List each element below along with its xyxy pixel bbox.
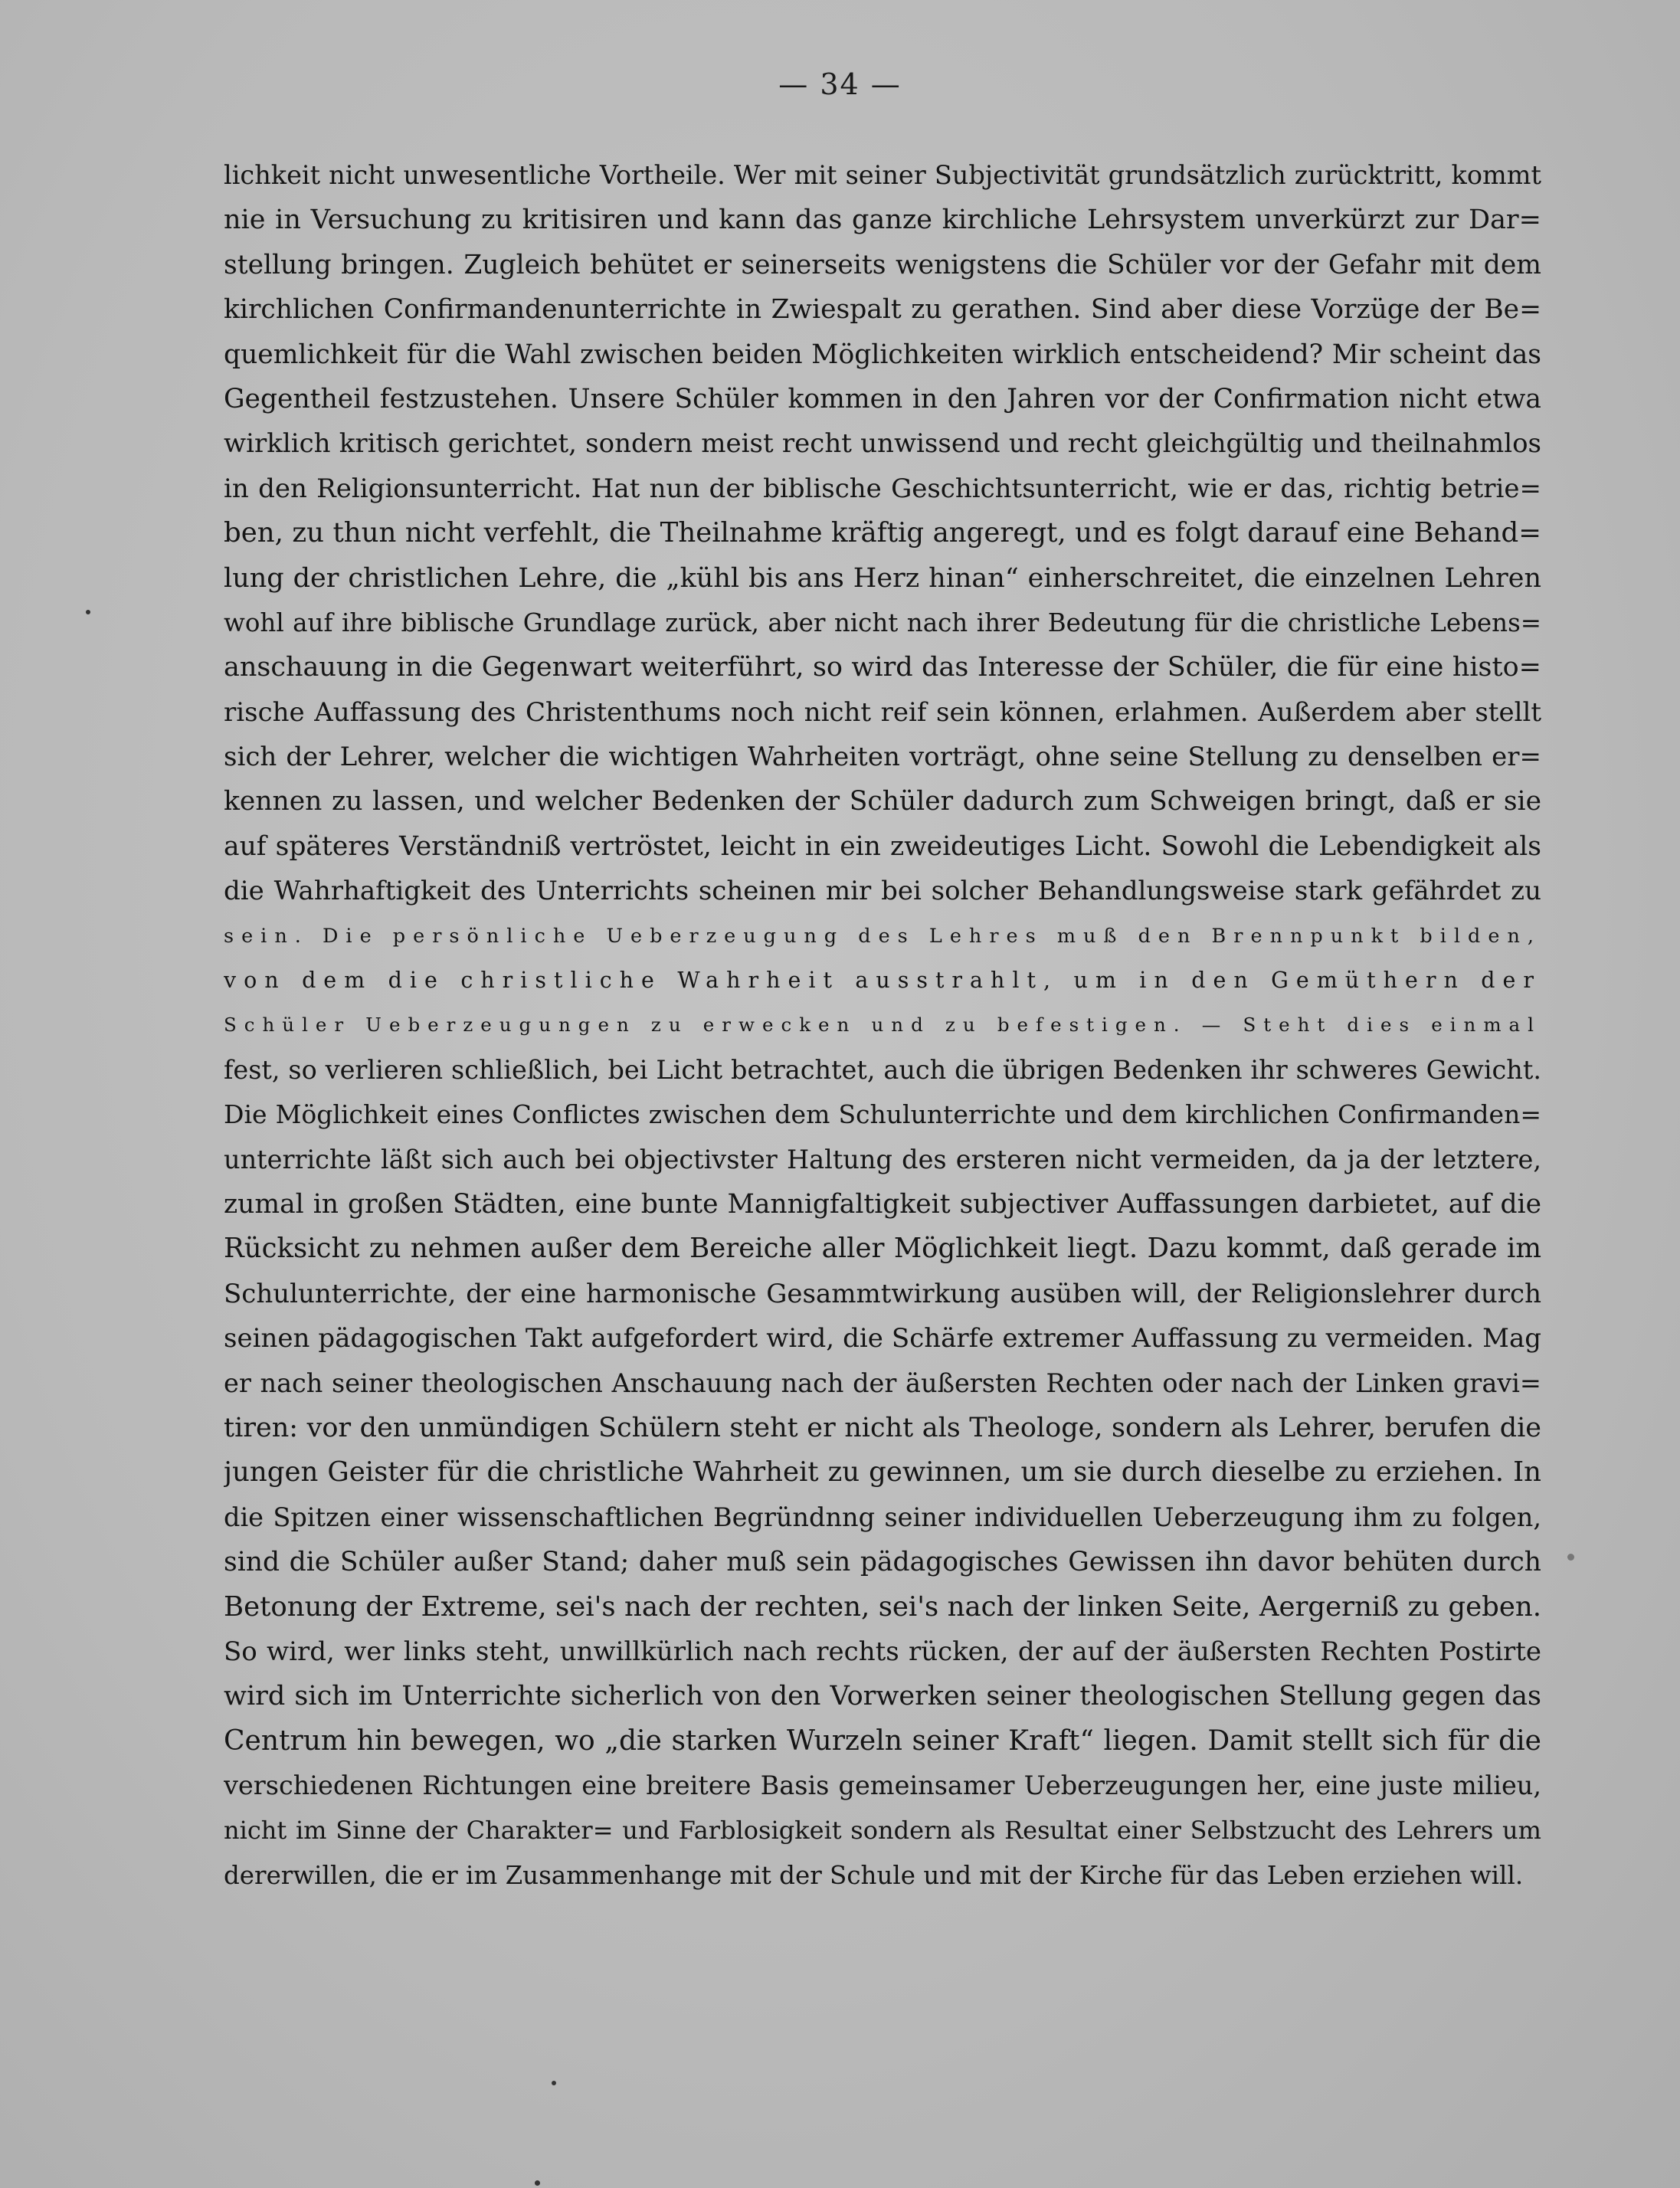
text-line: anschauung in die Gegenwart weiterführt, so wird das Interesse der Schüler, die für eine histo= [224, 652, 1541, 683]
scan-speck [86, 610, 90, 614]
body-text [224, 153, 1541, 1898]
text-line: Rücksicht zu nehmen außer dem Bereiche aller Möglichkeit liegt. Dazu kommt, daß gerade im [224, 1233, 1541, 1265]
text-line: jungen Geister für die christliche Wahrheit zu gewinnen, um sie durch dieselbe zu erziehen. In [224, 1456, 1541, 1489]
scan-speck [535, 2180, 540, 2186]
text-line: Centrum hin bewegen, wo „die starken Wurzeln seiner Kraft“ liegen. Damit stellt sich für die [224, 1725, 1541, 1757]
text-line: wirklich kritisch gerichtet, sondern meist recht unwissend und recht gleichgültig und theilnahmlos [224, 428, 1541, 460]
text-line: Die Möglichkeit eines Conflictes zwischen dem Schulunterrichte und dem kirchlichen Confirmanden= [224, 1099, 1541, 1130]
text-line: die Wahrhaftigkeit des Unterrichts scheinen mir bei solcher Behandlungsweise stark gefährdet zu [224, 876, 1541, 907]
text-line-last: dererwillen, die er im Zusammenhange mit der Schule und mit der Kirche für das Leben erziehen will. [224, 1860, 1524, 1890]
page-number: — 34 — [778, 67, 902, 101]
text-line: die Spitzen einer wissenschaftlichen Begründnng seiner individuellen Ueberzeugung ihm zu folgen, [224, 1502, 1541, 1532]
text-line: wird sich im Unterrichte sicherlich von den Vorwerken seiner theologischen Stellung gegen das [224, 1681, 1541, 1712]
text-line: quemlichkeit für die Wahl zwischen beiden Möglichkeiten wirklich entscheidend? Mir scheint das [224, 339, 1541, 370]
text-line: sich der Lehrer, welcher die wichtigen Wahrheiten vorträgt, ohne seine Stellung zu denselben er= [224, 742, 1541, 773]
text-line: wohl auf ihre biblische Grundlage zurück, aber nicht nach ihrer Bedeutung für die christliche Lebens= [224, 608, 1541, 637]
text-line: sind die Schüler außer Stand; daher muß sein pädagogisches Gewissen ihn davor behüten durch [224, 1547, 1541, 1578]
text-line: So wird, wer links steht, unwillkürlich nach rechts rücken, der auf der äußersten Rechten Postirte [224, 1636, 1541, 1667]
text-line: stellung bringen. Zugleich behütet er seinerseits wenigstens die Schüler vor der Gefahr mit dem [224, 249, 1541, 280]
text-line: Betonung der Extreme, sei's nach der rechten, sei's nach der linken Seite, Aergerniß zu geben. [224, 1590, 1541, 1623]
scan-speck [552, 2081, 556, 2085]
text-line: in den Religionsunterricht. Hat nun der biblische Geschichtsunterricht, wie er das, richtig betrie= [224, 473, 1541, 504]
text-line: fest, so verlieren schließlich, bei Licht betrachtet, auch die übrigen Bedenken ihr schweres Gewicht. [224, 1054, 1541, 1085]
text-line: nie in Versuchung zu kritisiren und kann das ganze kirchliche Lehrsystem unverkürzt zur Dar= [224, 205, 1541, 236]
text-line-emphasized: von dem die christliche Wahrheit ausstrahlt, um in den Gemüthern der [224, 968, 1541, 994]
text-line: Schulunterrichte, der eine harmonische Gesammtwirkung ausüben will, der Religionslehrer durch [224, 1278, 1541, 1309]
text-line: kennen zu lassen, und welcher Bedenken der Schüler dadurch zum Schweigen bringt, daß er sie [224, 786, 1541, 817]
text-line: er nach seiner theologischen Anschauung nach der äußersten Rechten oder nach der Linken gravi= [224, 1368, 1541, 1398]
text-line: nicht im Sinne der Charakter= und Farblosigkeit sondern als Resultat einer Selbstzucht des Lehrers um [224, 1816, 1541, 1846]
text-line: seinen pädagogischen Takt aufgefordert wird, die Schärfe extremer Auffassung zu vermeiden. Mag [224, 1323, 1541, 1354]
text-line-emphasized: sein. Die persönliche Ueberzeugung des Lehres muß den Brennpunkt bilden, [224, 924, 1541, 948]
text-line: kirchlichen Confirmandenunterrichte in Zwiespalt zu gerathen. Sind aber diese Vorzüge der Be= [224, 294, 1541, 326]
text-line: unterrichte läßt sich auch bei objectivster Haltung des ersteren nicht vermeiden, da ja der letztere, [224, 1144, 1541, 1174]
text-line: auf späteres Verständniß vertröstet, leicht in ein zweideutiges Licht. Sowohl die Lebendigkeit als [224, 830, 1541, 862]
text-line: lung der christlichen Lehre, die „kühl bis ans Herz hinan“ einherschreitet, die einzelnen Lehren [224, 562, 1541, 594]
text-line: lichkeit nicht unwesentliche Vortheile. Wer mit seiner Subjectivität grundsätzlich zurücktritt, kommt [224, 160, 1541, 190]
text-line: tiren: vor den unmündigen Schülern steht er nicht als Theologe, sondern als Lehrer, berufen die [224, 1412, 1541, 1443]
text-line: ben, zu thun nicht verfehlt, die Theilnahme kräftig angeregt, und es folgt darauf eine Behand= [224, 517, 1541, 549]
text-line: verschiedenen Richtungen eine breitere Basis gemeinsamer Ueberzeugungen her, eine juste milieu, [224, 1770, 1541, 1801]
text-line: rische Auffassung des Christenthums noch nicht reif sein können, erlahmen. Außerdem aber stellt [224, 696, 1541, 728]
text-line: zumal in großen Städten, eine bunte Mannigfaltigkeit subjectiver Auffassungen darbietet, auf die [224, 1188, 1541, 1220]
text-line-emphasized: Schüler Ueberzeugungen zu erwecken und zu befestigen. — Steht dies einmal [224, 1014, 1541, 1037]
text-line: Gegentheil festzustehen. Unsere Schüler kommen in den Jahren vor der Confirmation nicht etwa [224, 383, 1541, 414]
scan-speck [1567, 1554, 1574, 1561]
